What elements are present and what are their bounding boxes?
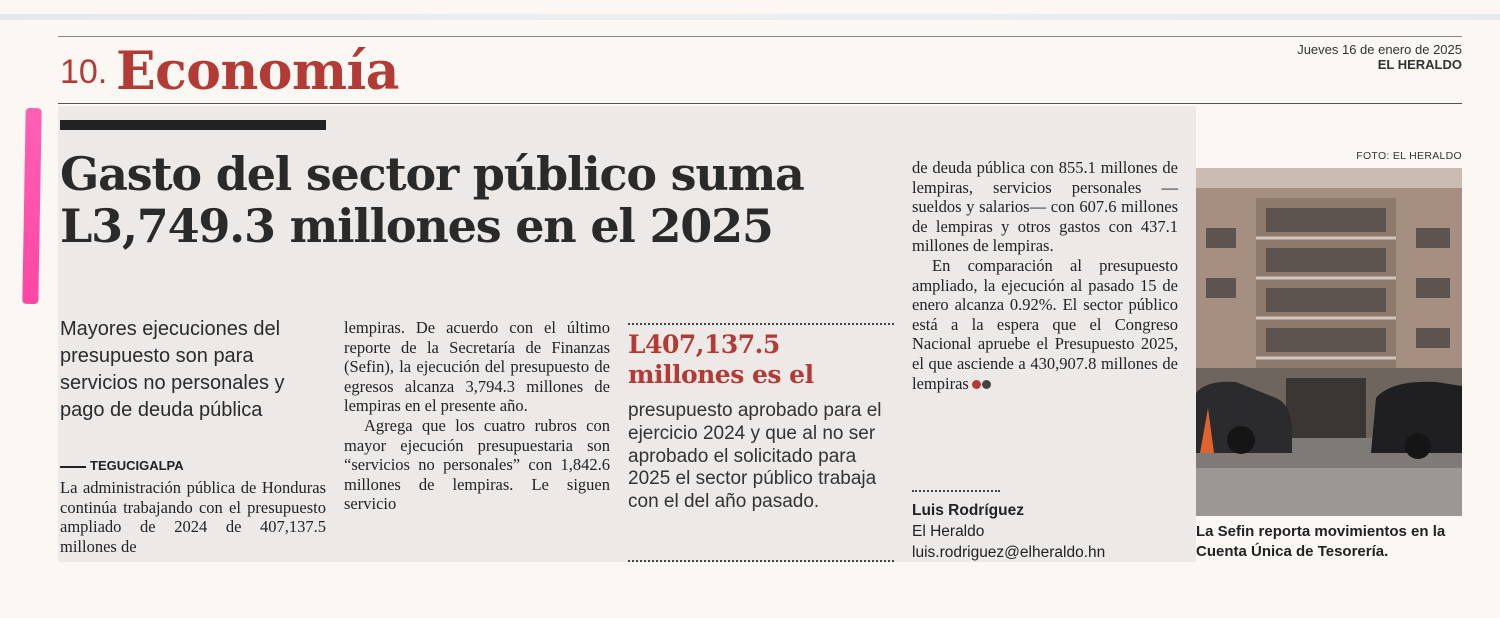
article-column-3	[912, 158, 1178, 393]
building-illustration	[1196, 168, 1462, 516]
dateline-city-text: TEGUCIGALPA	[90, 458, 184, 473]
author-email[interactable]: luis.rodriguez@elheraldo.hn	[912, 544, 1106, 561]
issue-date: Jueves 16 de enero de 2025	[1297, 42, 1462, 57]
dateline-dash	[60, 466, 86, 468]
section-title: Economía	[116, 41, 399, 102]
author-rule	[912, 490, 1000, 492]
header-rule	[58, 36, 1462, 37]
column-3-paragraph-2: En comparación al presupuesto ampliado, la ejecución al pasado 15 de enero alcanza 0.92%. El sector público está a la espera que el Congreso Nacional apruebe el Presupuesto 2025, el que asciende a 430,907.8 millones de lempiras	[912, 255, 1178, 393]
end-mark-icon-2	[982, 380, 991, 389]
author-signature	[912, 500, 1105, 563]
article-subhead: Mayores ejecuciones del presupuesto son para servicios no personales y pago de deuda pública	[60, 318, 285, 421]
dateline-city	[60, 458, 184, 474]
page-dateline	[1297, 42, 1462, 72]
page-number: 10.	[60, 53, 108, 91]
article-column-2	[344, 318, 610, 514]
photo-credit: FOTO: EL HERALDO	[1356, 150, 1462, 162]
author-outlet: El Heraldo	[912, 523, 985, 540]
article-column-1	[60, 478, 326, 556]
pullquote-bottom-rule	[628, 560, 894, 562]
photo-caption: La Sefin reporta movimientos en la Cuenta Única de Tesorería.	[1196, 523, 1446, 560]
pullquote-top-rule	[628, 323, 894, 325]
author-name: Luis Rodríguez	[912, 502, 1024, 519]
highlighter-mark	[22, 108, 41, 304]
column-3-paragraph-2-wrap	[912, 256, 1178, 393]
building-photo	[1196, 168, 1462, 516]
publication-name: EL HERALDO	[1377, 57, 1462, 72]
column-3-paragraph-1: de deuda pública con 855.1 millones de lempiras, servicios personales —sueldos y salarios— con 607.6 millones de lempiras y otros gastos con 437.1 millones de lempiras.	[912, 158, 1178, 256]
pullquote-highlight: L407,137.5 millones es el	[628, 330, 814, 389]
headline-accent-bar	[60, 120, 326, 130]
column-1-paragraph: La administración pública de Honduras continúa trabajando con el presupuesto ampliado de 2024 de 407,137.5 millones de	[60, 478, 326, 556]
pullquote-body: presupuesto aprobado para el ejercicio 2024 y que al no ser aprobado el solicitado para 2025 el sector público trabaja con el del año pasado.	[628, 400, 882, 513]
article-headline: Gasto del sector público suma L3,749.3 millones en el 2025	[60, 147, 804, 253]
top-border-strip	[0, 14, 1500, 20]
column-2-paragraph-2: Agrega que los cuatro rubros con mayor ejecución presupuestaria son “servicios no personales” con 1,842.6 millones de lempiras. Le siguen servicio	[344, 415, 610, 514]
column-2-paragraph-1: lempiras. De acuerdo con el último reporte de la Secretaría de Finanzas (Sefin), la ejecución del presupuesto de egresos alcanza 3,794.3 millones de lempiras en el presente año.	[344, 318, 610, 416]
section-rule	[58, 103, 1462, 104]
end-mark-icon	[972, 380, 981, 389]
